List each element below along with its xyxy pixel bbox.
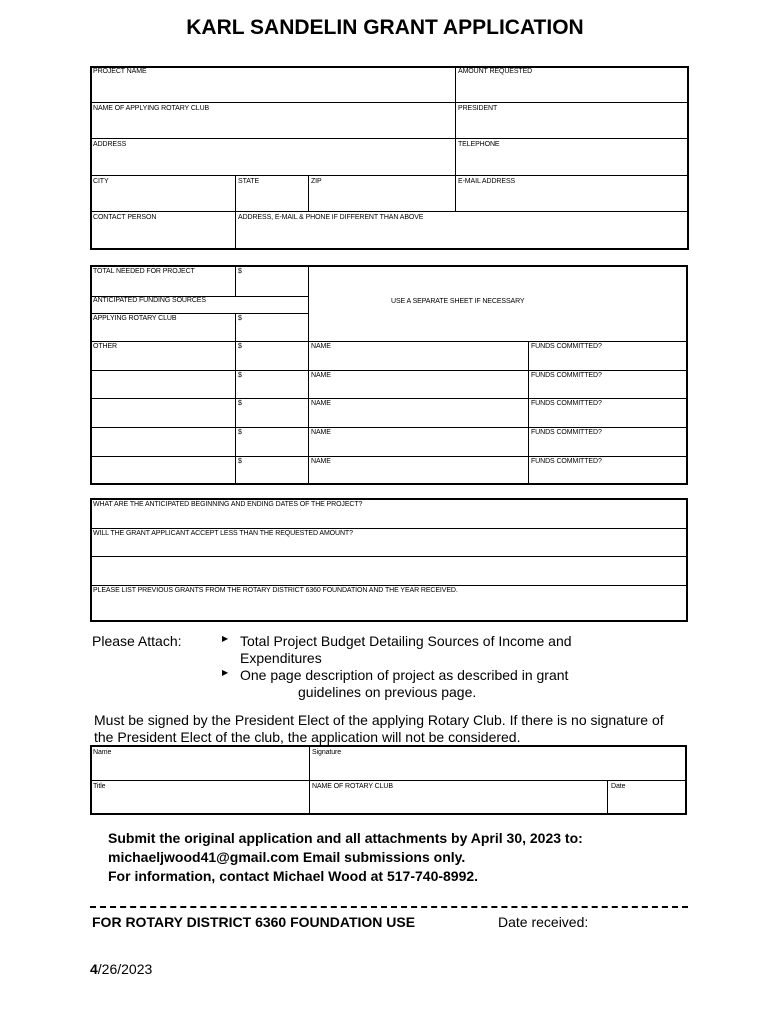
attach-item-budget: Total Project Budget Detailing Sources of Income and xyxy=(240,633,572,649)
president-field[interactable]: PRESIDENT xyxy=(458,105,498,112)
applying-club-label: APPLYING ROTARY CLUB xyxy=(93,315,177,322)
telephone-field[interactable]: TELEPHONE xyxy=(458,141,500,148)
project-dates-field[interactable]: WHAT ARE THE ANTICIPATED BEGINNING AND ENDING DATES OF THE PROJECT? xyxy=(93,501,363,508)
applicant-info-table xyxy=(90,66,689,250)
attach-item-budget-cont: Expenditures xyxy=(240,650,322,666)
funds-committed-field[interactable]: FUNDS COMMITTED? xyxy=(531,429,602,436)
divider xyxy=(235,175,236,249)
other-name-field[interactable]: NAME xyxy=(311,343,331,350)
total-needed-field[interactable]: $ xyxy=(238,268,242,275)
triangle-bullet-icon: ▶ xyxy=(222,634,229,643)
project-name-field[interactable]: PROJECT NAME xyxy=(93,68,147,75)
divider xyxy=(308,175,309,212)
title-field[interactable]: Title xyxy=(93,783,106,790)
divider xyxy=(455,66,456,212)
date-field[interactable]: Date xyxy=(611,783,626,790)
city-field[interactable]: CITY xyxy=(93,178,109,185)
other-label: OTHER xyxy=(93,343,118,350)
other-amount-field[interactable]: $ xyxy=(238,343,242,350)
date-received-label: Date received: xyxy=(498,914,589,930)
triangle-bullet-icon: ▶ xyxy=(222,668,229,677)
other-amount-field[interactable]: $ xyxy=(238,458,242,465)
other-amount-field[interactable]: $ xyxy=(238,372,242,379)
divider xyxy=(607,780,608,814)
divider xyxy=(90,211,688,212)
divider xyxy=(309,745,310,814)
signature-field[interactable]: Signature xyxy=(312,749,342,756)
signature-notice: Must be signed by the President Elect of the applying Rotary Club. If there is no signature of xyxy=(94,712,664,728)
signature-notice-cont: the President Elect of the club, the application will not be considered. xyxy=(94,729,521,745)
amount-requested-field[interactable]: AMOUNT REQUESTED xyxy=(458,68,533,75)
other-amount-field[interactable]: $ xyxy=(238,429,242,436)
divider xyxy=(90,780,686,781)
other-name-field[interactable]: NAME xyxy=(311,372,331,379)
submit-contact: For information, contact Michael Wood at 517-740-8992. xyxy=(108,868,479,884)
separate-sheet-note: USE A SEPARATE SHEET IF NECESSARY xyxy=(391,298,525,305)
state-field[interactable]: STATE xyxy=(238,178,260,185)
other-amount-field[interactable]: $ xyxy=(238,400,242,407)
divider xyxy=(235,313,236,484)
funds-committed-field[interactable]: FUNDS COMMITTED? xyxy=(531,400,602,407)
email-field[interactable]: E-MAIL ADDRESS xyxy=(458,178,516,185)
divider xyxy=(90,556,687,557)
divider xyxy=(90,102,688,103)
zip-field[interactable]: ZIP xyxy=(311,178,322,185)
office-use-label: FOR ROTARY DISTRICT 6360 FOUNDATION USE xyxy=(92,914,416,930)
divider xyxy=(528,341,529,484)
contact-person-field[interactable]: CONTACT PERSON xyxy=(93,214,157,221)
divider xyxy=(235,265,236,296)
attach-label: Please Attach: xyxy=(92,633,182,649)
other-name-field[interactable]: NAME xyxy=(311,400,331,407)
other-name-field[interactable]: NAME xyxy=(311,429,331,436)
anticipated-sources-label: ANTICIPATED FUNDING SOURCES xyxy=(93,297,206,304)
contact-alt-field[interactable]: ADDRESS, E-MAIL & PHONE IF DIFFERENT THAN ABOVE xyxy=(238,214,424,221)
attach-item-description-cont: guidelines on previous page. xyxy=(298,684,477,700)
applying-club-amount-field[interactable]: $ xyxy=(238,315,242,322)
divider xyxy=(90,138,688,139)
funds-committed-field[interactable]: FUNDS COMMITTED? xyxy=(531,372,602,379)
accept-less-field[interactable]: WILL THE GRANT APPLICANT ACCEPT LESS THAN THE REQUESTED AMOUNT? xyxy=(93,530,353,537)
page-date: 4/26/2023 xyxy=(90,961,153,977)
funds-committed-field[interactable]: FUNDS COMMITTED? xyxy=(531,343,602,350)
name-field[interactable]: Name xyxy=(93,749,112,756)
other-name-field[interactable]: NAME xyxy=(311,458,331,465)
club-name-signature-field[interactable]: NAME OF ROTARY CLUB xyxy=(312,783,393,790)
funds-committed-field[interactable]: FUNDS COMMITTED? xyxy=(531,458,602,465)
previous-grants-field[interactable]: PLEASE LIST PREVIOUS GRANTS FROM THE ROTARY DISTRICT 6360 FOUNDATION AND THE YEAR RECEIVED. xyxy=(93,587,458,594)
submit-email: michaeljwood41@gmail.com Email submissions only. xyxy=(108,849,466,865)
attach-item-description: One page description of project as described in grant xyxy=(240,667,569,683)
questions-table xyxy=(90,498,688,622)
address-field[interactable]: ADDRESS xyxy=(93,141,127,148)
total-needed-label: TOTAL NEEDED FOR PROJECT xyxy=(93,268,195,275)
dashed-divider xyxy=(90,906,688,908)
divider xyxy=(90,175,688,176)
form-title: KARL SANDELIN GRANT APPLICATION xyxy=(186,16,584,39)
submit-instructions: Submit the original application and all attachments by April 30, 2023 to: xyxy=(108,830,583,846)
divider xyxy=(308,265,309,484)
club-name-field[interactable]: NAME OF APPLYING ROTARY CLUB xyxy=(93,105,210,112)
